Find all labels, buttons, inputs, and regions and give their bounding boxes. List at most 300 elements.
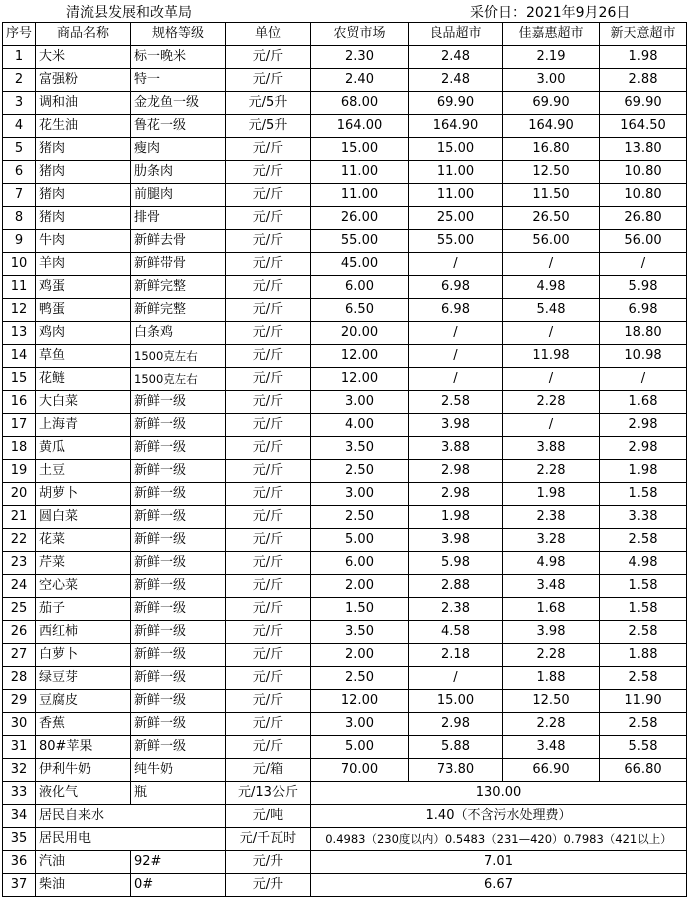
price-market: 2.00 xyxy=(311,644,409,667)
item-spec: 新鲜一级 xyxy=(131,506,226,529)
table-row xyxy=(3,759,687,782)
price-market: 6.00 xyxy=(311,552,409,575)
item-name: 土豆 xyxy=(36,460,131,483)
table-row xyxy=(3,644,687,667)
table-row xyxy=(3,782,687,805)
table-row xyxy=(3,161,687,184)
price-market: 12.00 xyxy=(311,345,409,368)
row-no: 23 xyxy=(3,552,36,575)
col-header-liangpin: 良品超市 xyxy=(409,23,503,46)
row-no: 6 xyxy=(3,161,36,184)
price-jiajiahui: 1.98 xyxy=(503,483,600,506)
price-jiajiahui: / xyxy=(503,322,600,345)
price-market: 4.00 xyxy=(311,414,409,437)
row-no: 33 xyxy=(3,782,36,805)
price-xintianyi: 2.98 xyxy=(600,414,687,437)
item-unit: 元/斤 xyxy=(226,667,311,690)
price-jiajiahui: 4.98 xyxy=(503,276,600,299)
price-xintianyi: 1.68 xyxy=(600,391,687,414)
table-row xyxy=(3,874,687,897)
row-no: 7 xyxy=(3,184,36,207)
col-header-no: 序号 xyxy=(3,23,36,46)
price-market: 12.00 xyxy=(311,368,409,391)
row-no: 36 xyxy=(3,851,36,874)
price-jiajiahui: 3.28 xyxy=(503,529,600,552)
price-xintianyi: 1.98 xyxy=(600,460,687,483)
table-row xyxy=(3,851,687,874)
item-spec: 金龙鱼一级 xyxy=(131,92,226,115)
item-name: 芹菜 xyxy=(36,552,131,575)
row-no: 15 xyxy=(3,368,36,391)
item-unit: 元/吨 xyxy=(226,805,311,828)
item-name: 西红柿 xyxy=(36,621,131,644)
item-name: 鸡肉 xyxy=(36,322,131,345)
table-row xyxy=(3,828,687,851)
price-market: 6.00 xyxy=(311,276,409,299)
price-xintianyi: / xyxy=(600,368,687,391)
row-no: 12 xyxy=(3,299,36,322)
item-spec: 瘦肉 xyxy=(131,138,226,161)
item-unit: 元/斤 xyxy=(226,644,311,667)
row-no: 5 xyxy=(3,138,36,161)
price-liangpin: 2.88 xyxy=(409,575,503,598)
item-unit: 元/斤 xyxy=(226,621,311,644)
col-header-spec: 规格等级 xyxy=(131,23,226,46)
item-spec: 新鲜一级 xyxy=(131,713,226,736)
price-jiajiahui: 1.88 xyxy=(503,667,600,690)
price-market: 2.50 xyxy=(311,667,409,690)
price-jiajiahui: 2.28 xyxy=(503,644,600,667)
price-liangpin: 164.90 xyxy=(409,115,503,138)
item-unit: 元/斤 xyxy=(226,575,311,598)
table-row xyxy=(3,667,687,690)
price-liangpin: / xyxy=(409,253,503,276)
row-no: 27 xyxy=(3,644,36,667)
price-xintianyi: 2.58 xyxy=(600,667,687,690)
price-jiajiahui: 4.98 xyxy=(503,552,600,575)
price-liangpin: 2.38 xyxy=(409,598,503,621)
table-row xyxy=(3,253,687,276)
price-xintianyi: 2.88 xyxy=(600,69,687,92)
price-liangpin: 3.98 xyxy=(409,529,503,552)
item-name: 绿豆芽 xyxy=(36,667,131,690)
price-liangpin: 5.98 xyxy=(409,552,503,575)
item-unit: 元/斤 xyxy=(226,414,311,437)
price-liangpin: 6.98 xyxy=(409,299,503,322)
item-spec: 新鲜一级 xyxy=(131,621,226,644)
table-row xyxy=(3,299,687,322)
price-jiajiahui: 56.00 xyxy=(503,230,600,253)
report-header xyxy=(0,0,688,22)
price-xintianyi: 26.80 xyxy=(600,207,687,230)
row-no: 17 xyxy=(3,414,36,437)
price-xintianyi: 10.80 xyxy=(600,161,687,184)
row-no: 9 xyxy=(3,230,36,253)
item-unit: 元/斤 xyxy=(226,69,311,92)
row-no: 31 xyxy=(3,736,36,759)
table-row xyxy=(3,575,687,598)
item-unit: 元/斤 xyxy=(226,299,311,322)
price-xintianyi: 5.58 xyxy=(600,736,687,759)
survey-date: 采价日：2021年9月26日 xyxy=(470,5,631,21)
item-spec: 新鲜一级 xyxy=(131,552,226,575)
item-spec: 新鲜一级 xyxy=(131,575,226,598)
item-name: 胡萝卜 xyxy=(36,483,131,506)
item-spec: 新鲜去骨 xyxy=(131,230,226,253)
price-liangpin: 11.00 xyxy=(409,184,503,207)
row-no: 1 xyxy=(3,46,36,69)
price-jiajiahui: 69.90 xyxy=(503,92,600,115)
item-name: 鸡蛋 xyxy=(36,276,131,299)
item-name: 大白菜 xyxy=(36,391,131,414)
price-market: 5.00 xyxy=(311,736,409,759)
price-liangpin: 2.48 xyxy=(409,69,503,92)
price-xintianyi: 18.80 xyxy=(600,322,687,345)
item-unit: 元/斤 xyxy=(226,276,311,299)
col-header-market: 农贸市场 xyxy=(311,23,409,46)
price-market: 164.00 xyxy=(311,115,409,138)
item-name: 调和油 xyxy=(36,92,131,115)
item-name: 茄子 xyxy=(36,598,131,621)
item-unit: 元/斤 xyxy=(226,552,311,575)
item-unit: 元/斤 xyxy=(226,598,311,621)
table-row xyxy=(3,713,687,736)
price-jiajiahui: / xyxy=(503,368,600,391)
price-market: 2.50 xyxy=(311,460,409,483)
price-market: 26.00 xyxy=(311,207,409,230)
item-unit: 元/斤 xyxy=(226,46,311,69)
table-row xyxy=(3,345,687,368)
price-jiajiahui: 11.98 xyxy=(503,345,600,368)
item-unit: 元/斤 xyxy=(226,368,311,391)
price-xintianyi: 66.80 xyxy=(600,759,687,782)
price-xintianyi: 2.58 xyxy=(600,713,687,736)
table-row xyxy=(3,207,687,230)
table-row xyxy=(3,92,687,115)
item-unit: 元/升 xyxy=(226,874,311,897)
item-spec: 新鲜带骨 xyxy=(131,253,226,276)
price-liangpin: 6.98 xyxy=(409,276,503,299)
item-name: 猪肉 xyxy=(36,184,131,207)
price-liangpin: 2.98 xyxy=(409,483,503,506)
price-liangpin: 2.98 xyxy=(409,460,503,483)
price-liangpin: 25.00 xyxy=(409,207,503,230)
table-row xyxy=(3,437,687,460)
row-no: 20 xyxy=(3,483,36,506)
item-name: 富强粉 xyxy=(36,69,131,92)
price-market: 5.00 xyxy=(311,529,409,552)
item-unit: 元/斤 xyxy=(226,437,311,460)
price-xintianyi: 1.98 xyxy=(600,46,687,69)
item-unit: 元/斤 xyxy=(226,713,311,736)
price-liangpin: 15.00 xyxy=(409,690,503,713)
price-market: 3.50 xyxy=(311,437,409,460)
row-no: 21 xyxy=(3,506,36,529)
item-unit: 元/斤 xyxy=(226,483,311,506)
row-no: 32 xyxy=(3,759,36,782)
price-liangpin: / xyxy=(409,322,503,345)
price-liangpin: 2.18 xyxy=(409,644,503,667)
row-no: 28 xyxy=(3,667,36,690)
table-row xyxy=(3,690,687,713)
price-market: 2.30 xyxy=(311,46,409,69)
row-no: 19 xyxy=(3,460,36,483)
price-jiajiahui: 3.48 xyxy=(503,575,600,598)
price-jiajiahui: 2.38 xyxy=(503,506,600,529)
item-spec: 白条鸡 xyxy=(131,322,226,345)
row-no: 25 xyxy=(3,598,36,621)
table-row xyxy=(3,529,687,552)
table-row xyxy=(3,184,687,207)
item-name: 空心菜 xyxy=(36,575,131,598)
price-market: 11.00 xyxy=(311,161,409,184)
row-no: 30 xyxy=(3,713,36,736)
table-row xyxy=(3,460,687,483)
item-spec: 1500克左右 xyxy=(131,368,226,391)
price-xintianyi: 2.58 xyxy=(600,621,687,644)
item-unit: 元/5升 xyxy=(226,115,311,138)
price-xintianyi: 1.58 xyxy=(600,575,687,598)
item-unit: 元/斤 xyxy=(226,736,311,759)
price-xintianyi: 10.80 xyxy=(600,184,687,207)
item-spec: 瓶 xyxy=(131,782,226,805)
row-no: 4 xyxy=(3,115,36,138)
row-no: 16 xyxy=(3,391,36,414)
item-price: 1.40（不含污水处理费） xyxy=(311,805,687,828)
item-name: 猪肉 xyxy=(36,161,131,184)
price-jiajiahui: / xyxy=(503,253,600,276)
item-unit: 元/斤 xyxy=(226,529,311,552)
item-name: 上海青 xyxy=(36,414,131,437)
item-unit: 元/斤 xyxy=(226,138,311,161)
item-unit: 元/斤 xyxy=(226,207,311,230)
row-no: 34 xyxy=(3,805,36,828)
item-unit: 元/千瓦时 xyxy=(226,828,311,851)
price-market: 6.50 xyxy=(311,299,409,322)
item-spec: 新鲜一级 xyxy=(131,736,226,759)
price-jiajiahui: 2.28 xyxy=(503,713,600,736)
item-price: 0.4983（230度以内）0.5483（231—420）0.7983（421以上） xyxy=(311,828,687,851)
row-no: 35 xyxy=(3,828,36,851)
row-no: 18 xyxy=(3,437,36,460)
price-jiajiahui: 26.50 xyxy=(503,207,600,230)
issuer-title: 清流县发展和改革局 xyxy=(66,5,192,21)
row-no: 2 xyxy=(3,69,36,92)
table-row xyxy=(3,69,687,92)
price-jiajiahui: 11.50 xyxy=(503,184,600,207)
item-name: 白萝卜 xyxy=(36,644,131,667)
price-jiajiahui: 12.50 xyxy=(503,161,600,184)
item-spec: 0# xyxy=(131,874,226,897)
price-market: 3.50 xyxy=(311,621,409,644)
table-row xyxy=(3,483,687,506)
price-jiajiahui: 3.88 xyxy=(503,437,600,460)
item-name: 花生油 xyxy=(36,115,131,138)
item-unit: 元/升 xyxy=(226,851,311,874)
item-name: 花菜 xyxy=(36,529,131,552)
item-name: 伊利牛奶 xyxy=(36,759,131,782)
price-market: 1.50 xyxy=(311,598,409,621)
item-unit: 元/斤 xyxy=(226,184,311,207)
row-no: 29 xyxy=(3,690,36,713)
item-price: 6.67 xyxy=(311,874,687,897)
row-no: 10 xyxy=(3,253,36,276)
price-jiajiahui: 2.28 xyxy=(503,460,600,483)
item-name: 柴油 xyxy=(36,874,131,897)
row-no: 3 xyxy=(3,92,36,115)
item-price: 130.00 xyxy=(311,782,687,805)
price-xintianyi: 11.90 xyxy=(600,690,687,713)
price-liangpin: 5.88 xyxy=(409,736,503,759)
item-spec: 鲁花一级 xyxy=(131,115,226,138)
price-liangpin: 15.00 xyxy=(409,138,503,161)
price-xintianyi: / xyxy=(600,253,687,276)
table-row xyxy=(3,276,687,299)
price-market: 20.00 xyxy=(311,322,409,345)
price-table xyxy=(2,22,687,897)
price-xintianyi: 13.80 xyxy=(600,138,687,161)
price-market: 55.00 xyxy=(311,230,409,253)
item-spec: 新鲜完整 xyxy=(131,276,226,299)
item-name: 猪肉 xyxy=(36,138,131,161)
price-market: 3.00 xyxy=(311,391,409,414)
price-xintianyi: 10.98 xyxy=(600,345,687,368)
item-name: 花鲢 xyxy=(36,368,131,391)
item-spec: 新鲜一级 xyxy=(131,414,226,437)
item-spec: 新鲜一级 xyxy=(131,529,226,552)
item-unit: 元/5升 xyxy=(226,92,311,115)
table-row xyxy=(3,115,687,138)
item-spec: 新鲜一级 xyxy=(131,690,226,713)
item-name: 黄瓜 xyxy=(36,437,131,460)
item-name: 居民用电 xyxy=(36,828,226,851)
row-no: 11 xyxy=(3,276,36,299)
price-market: 2.50 xyxy=(311,506,409,529)
price-xintianyi: 3.38 xyxy=(600,506,687,529)
price-jiajiahui: 3.00 xyxy=(503,69,600,92)
row-no: 13 xyxy=(3,322,36,345)
item-name: 草鱼 xyxy=(36,345,131,368)
row-no: 24 xyxy=(3,575,36,598)
item-spec: 新鲜一级 xyxy=(131,598,226,621)
col-header-xintianyi: 新天意超市 xyxy=(600,23,687,46)
table-row xyxy=(3,805,687,828)
item-name: 圆白菜 xyxy=(36,506,131,529)
item-spec: 新鲜一级 xyxy=(131,483,226,506)
item-spec: 92# xyxy=(131,851,226,874)
price-jiajiahui: 16.80 xyxy=(503,138,600,161)
price-xintianyi: 4.98 xyxy=(600,552,687,575)
price-xintianyi: 164.50 xyxy=(600,115,687,138)
price-jiajiahui: 66.90 xyxy=(503,759,600,782)
item-spec: 新鲜一级 xyxy=(131,644,226,667)
price-xintianyi: 1.58 xyxy=(600,483,687,506)
price-jiajiahui: 3.48 xyxy=(503,736,600,759)
item-unit: 元/斤 xyxy=(226,690,311,713)
table-row xyxy=(3,138,687,161)
price-jiajiahui: 12.50 xyxy=(503,690,600,713)
price-xintianyi: 6.98 xyxy=(600,299,687,322)
item-unit: 元/斤 xyxy=(226,161,311,184)
item-name: 猪肉 xyxy=(36,207,131,230)
item-unit: 元/斤 xyxy=(226,506,311,529)
item-unit: 元/斤 xyxy=(226,345,311,368)
table-row xyxy=(3,414,687,437)
price-xintianyi: 69.90 xyxy=(600,92,687,115)
price-jiajiahui: 2.19 xyxy=(503,46,600,69)
item-spec: 纯牛奶 xyxy=(131,759,226,782)
price-liangpin: 3.98 xyxy=(409,414,503,437)
item-spec: 新鲜一级 xyxy=(131,667,226,690)
item-name: 液化气 xyxy=(36,782,131,805)
price-xintianyi: 1.88 xyxy=(600,644,687,667)
row-no: 37 xyxy=(3,874,36,897)
item-unit: 元/斤 xyxy=(226,391,311,414)
table-row xyxy=(3,46,687,69)
item-name: 大米 xyxy=(36,46,131,69)
price-liangpin: / xyxy=(409,345,503,368)
row-no: 26 xyxy=(3,621,36,644)
table-header-row xyxy=(3,23,687,46)
item-unit: 元/13公斤 xyxy=(226,782,311,805)
price-liangpin: 3.88 xyxy=(409,437,503,460)
price-jiajiahui: 5.48 xyxy=(503,299,600,322)
item-spec: 前腿肉 xyxy=(131,184,226,207)
price-jiajiahui: / xyxy=(503,414,600,437)
price-xintianyi: 2.58 xyxy=(600,529,687,552)
item-name: 汽油 xyxy=(36,851,131,874)
item-spec: 新鲜一级 xyxy=(131,437,226,460)
price-market: 12.00 xyxy=(311,690,409,713)
item-name: 居民自来水 xyxy=(36,805,226,828)
item-unit: 元/斤 xyxy=(226,253,311,276)
price-jiajiahui: 1.68 xyxy=(503,598,600,621)
item-name: 香蕉 xyxy=(36,713,131,736)
item-name: 80#苹果 xyxy=(36,736,131,759)
col-header-jiajiahui: 佳嘉惠超市 xyxy=(503,23,600,46)
table-row xyxy=(3,598,687,621)
item-unit: 元/斤 xyxy=(226,230,311,253)
item-spec: 新鲜完整 xyxy=(131,299,226,322)
col-header-name: 商品名称 xyxy=(36,23,131,46)
price-liangpin: 73.80 xyxy=(409,759,503,782)
price-liangpin: 2.98 xyxy=(409,713,503,736)
price-market: 11.00 xyxy=(311,184,409,207)
price-liangpin: 11.00 xyxy=(409,161,503,184)
price-liangpin: / xyxy=(409,368,503,391)
item-spec: 肋条肉 xyxy=(131,161,226,184)
item-unit: 元/箱 xyxy=(226,759,311,782)
price-market: 15.00 xyxy=(311,138,409,161)
item-name: 牛肉 xyxy=(36,230,131,253)
price-liangpin: 2.48 xyxy=(409,46,503,69)
item-unit: 元/斤 xyxy=(226,460,311,483)
price-market: 45.00 xyxy=(311,253,409,276)
table-row xyxy=(3,552,687,575)
price-market: 3.00 xyxy=(311,713,409,736)
item-name: 羊肉 xyxy=(36,253,131,276)
price-xintianyi: 2.98 xyxy=(600,437,687,460)
price-liangpin: 1.98 xyxy=(409,506,503,529)
table-row xyxy=(3,368,687,391)
item-spec: 1500克左右 xyxy=(131,345,226,368)
price-xintianyi: 1.58 xyxy=(600,598,687,621)
table-row xyxy=(3,391,687,414)
table-row xyxy=(3,230,687,253)
price-jiajiahui: 164.90 xyxy=(503,115,600,138)
table-row xyxy=(3,506,687,529)
row-no: 14 xyxy=(3,345,36,368)
